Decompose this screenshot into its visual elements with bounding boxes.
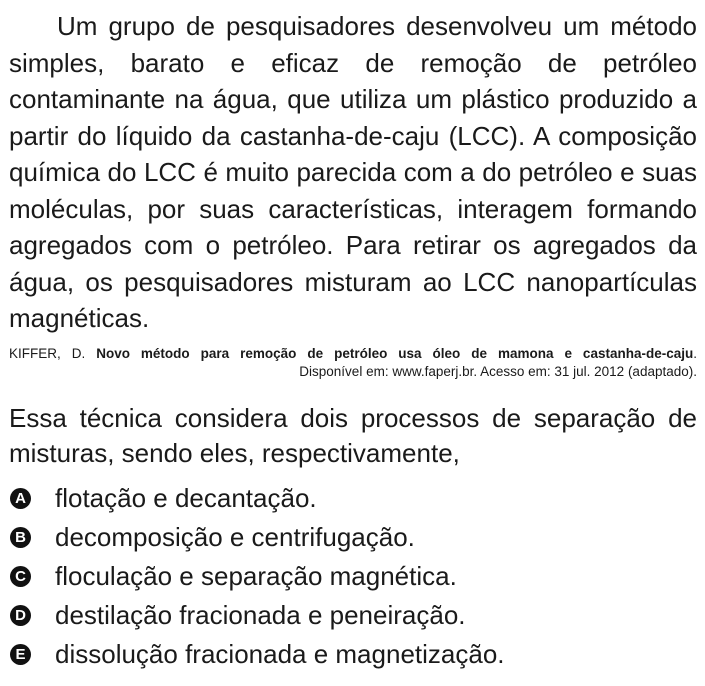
option-e[interactable] xyxy=(9,635,697,674)
question-stem: Essa técnica considera dois processos de separação de misturas, sendo eles, respectivamente, xyxy=(9,402,697,468)
option-a[interactable] xyxy=(9,479,697,518)
source-author: KIFFER, D. xyxy=(9,345,86,361)
answer-options xyxy=(9,479,697,674)
option-b-text: decomposição e centrifugação. xyxy=(55,521,415,552)
option-c-text: floculação e separação magnética. xyxy=(55,560,457,591)
option-a-text: flotação e decantação. xyxy=(55,482,317,513)
option-c[interactable] xyxy=(9,557,697,596)
option-d-text: destilação fracionada e peneiração. xyxy=(55,599,466,630)
option-b[interactable] xyxy=(9,518,697,557)
option-a-letter-badge: A xyxy=(10,488,31,509)
option-e-letter-badge: E xyxy=(10,644,31,665)
source-line-1 xyxy=(9,345,697,363)
source-citation xyxy=(9,345,697,381)
question-page xyxy=(9,8,697,674)
option-d-letter-badge: D xyxy=(10,605,31,626)
source-title: Novo método para remoção de petróleo usa óleo de mamona e castanha-de-caju xyxy=(96,345,694,361)
source-availability: Disponível em: www.faperj.br. Acesso em: 31 jul. 2012 (adaptado). xyxy=(299,363,697,379)
source-title-end: . xyxy=(693,345,697,361)
passage-text: Um grupo de pesquisadores desenvolveu um método simples, barato e eficaz de remoção de petróleo contaminante na água, que utiliza um plástico produzido a partir do líquido da castanha-de-caju (LCC). A composição química do LCC é muito parecida com a do petróleo e suas moléculas, por suas características, interagem formando agregados com o petróleo. Para retirar os agregados da água, os pesquisadores misturam ao LCC nanopartículas magnéticas. xyxy=(9,11,697,333)
option-e-text: dissolução fracionada e magnetização. xyxy=(55,638,505,669)
option-b-letter-badge: B xyxy=(10,527,31,548)
option-c-letter-badge: C xyxy=(10,566,31,587)
option-d[interactable] xyxy=(9,596,697,635)
